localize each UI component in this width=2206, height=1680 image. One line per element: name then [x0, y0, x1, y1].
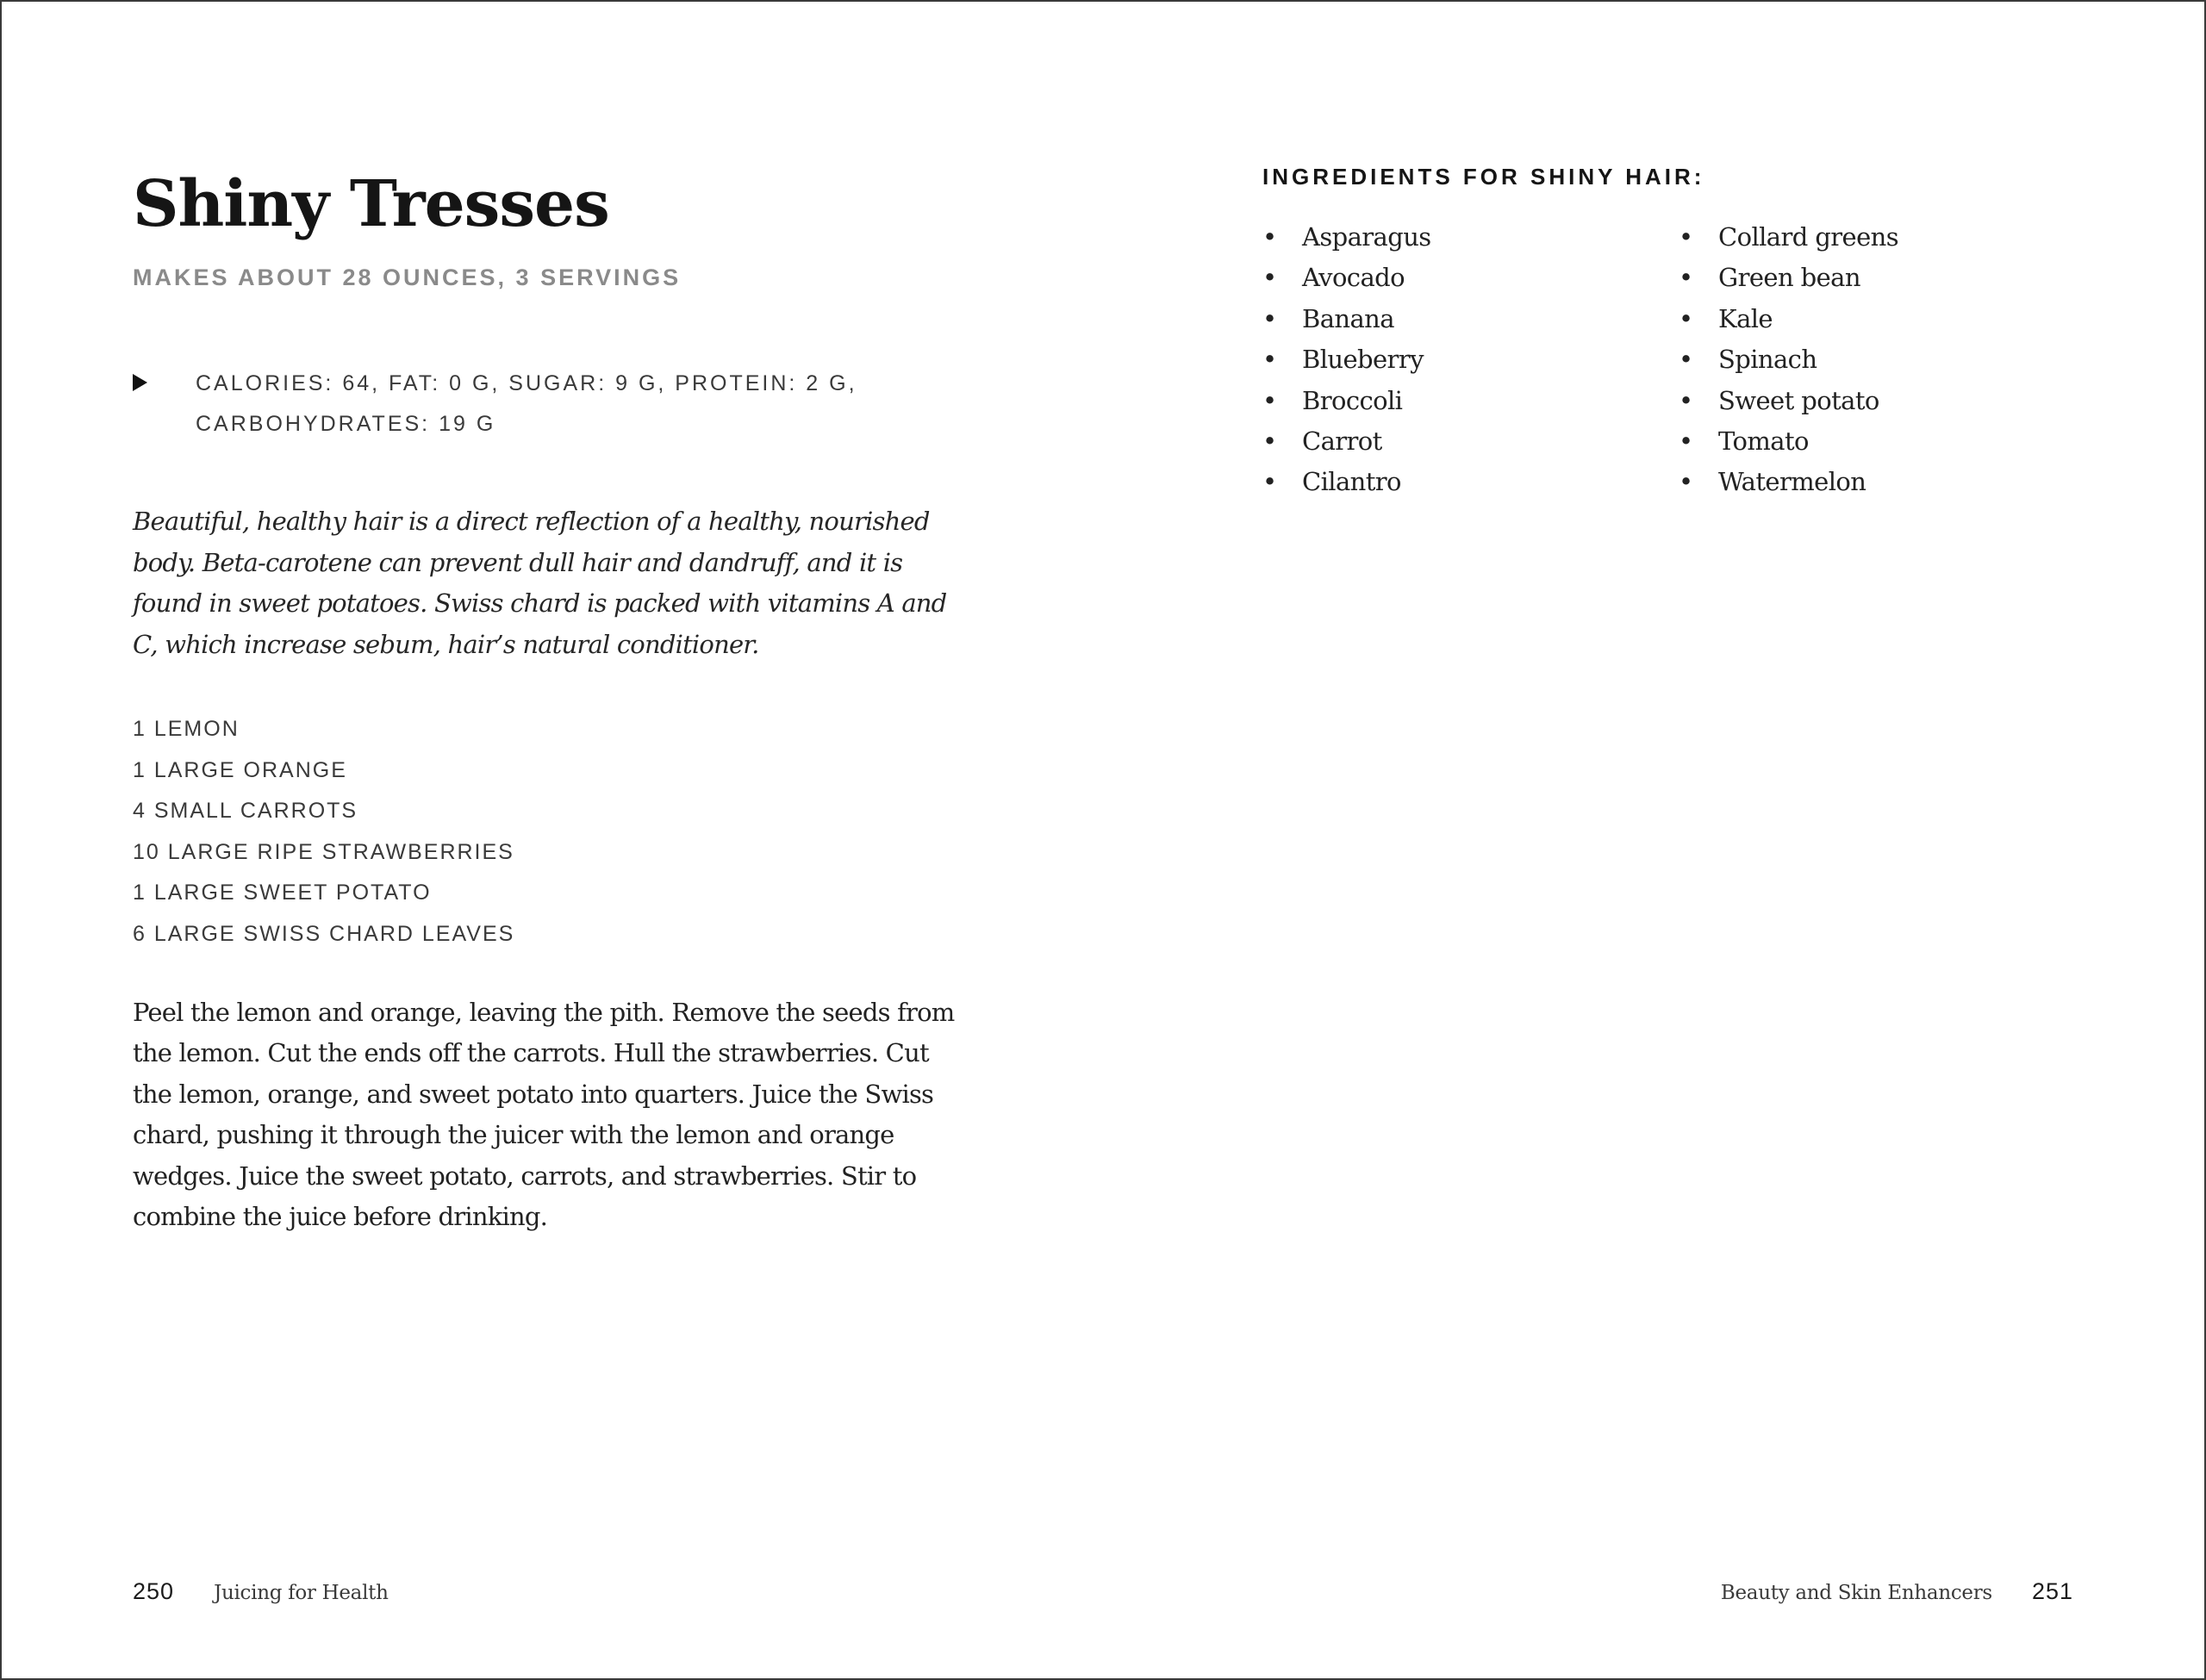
ingredient-list	[133, 709, 514, 955]
nutrition-info	[133, 364, 960, 445]
food-list-item: • Banana	[1262, 299, 1431, 339]
page-number: 251	[2031, 1578, 2073, 1604]
nutrition-text: CALORIES: 64, FAT: 0 G, SUGAR: 9 G, PROTEIN: 2 G, CARBOHYDRATES: 19 G	[196, 371, 857, 436]
food-list-item: • Avocado	[1262, 258, 1431, 298]
food-list-item: • Spinach	[1679, 339, 1898, 380]
ingredient-item: 6 LARGE SWISS CHARD LEAVES	[133, 921, 515, 946]
page-number: 250	[133, 1578, 175, 1604]
food-list-item: • Sweet potato	[1679, 381, 1898, 421]
recipe-yield: MAKES ABOUT 28 OUNCES, 3 SERVINGS	[133, 264, 682, 290]
food-list-item: • Green bean	[1679, 258, 1898, 298]
food-list-column-1	[1262, 217, 1431, 503]
left-folio	[133, 1578, 389, 1605]
triangle-bullet-icon	[133, 374, 147, 391]
food-list-item: • Carrot	[1262, 421, 1431, 462]
running-head: Beauty and Skin Enhancers	[1720, 1582, 1992, 1604]
food-list-item: • Collard greens	[1679, 217, 1898, 258]
recipe-directions: Peel the lemon and orange, leaving the pith. Remove the seeds from the lemon. Cut the ends off the carrots. Hull the strawberries. Cut the lemon, orange, and sweet potato into quarters. Juice the Swiss chard, pushing it through the juicer with the lemon and orange wedges. Juice the sweet potato, carrots, and strawberries. Stir to combine the juice before drinking.	[133, 998, 955, 1232]
food-list-item: • Watermelon	[1679, 462, 1898, 502]
food-list-item: • Blueberry	[1262, 339, 1431, 380]
food-list-item: • Tomato	[1679, 421, 1898, 462]
recipe-intro: Beautiful, healthy hair is a direct reflection of a healthy, nourished body. Beta-carotene can prevent dull hair and dandruff, and it is found in sweet potatoes. Swiss chard is packed with vitamins A and C, which increase sebum, hair’s natural conditioner.	[133, 507, 947, 659]
right-folio	[1721, 1578, 2073, 1605]
ingredient-item: 1 LARGE SWEET POTATO	[133, 880, 432, 905]
ingredient-item: 4 SMALL CARROTS	[133, 799, 358, 823]
ingredient-item: 10 LARGE RIPE STRAWBERRIES	[133, 839, 514, 864]
food-list-item: • Broccoli	[1262, 381, 1431, 421]
food-list-item: • Asparagus	[1262, 217, 1431, 258]
sidebar-heading: INGREDIENTS FOR SHINY HAIR:	[1262, 164, 1705, 190]
recipe-title: Shiny Tresses	[133, 167, 609, 241]
food-list-column-2	[1679, 217, 1898, 503]
ingredient-item: 1 LARGE ORANGE	[133, 757, 347, 782]
food-list-item: • Cilantro	[1262, 462, 1431, 502]
running-head: Juicing for Health	[214, 1582, 389, 1604]
food-list-item: • Kale	[1679, 299, 1898, 339]
ingredient-item: 1 LEMON	[133, 717, 240, 741]
